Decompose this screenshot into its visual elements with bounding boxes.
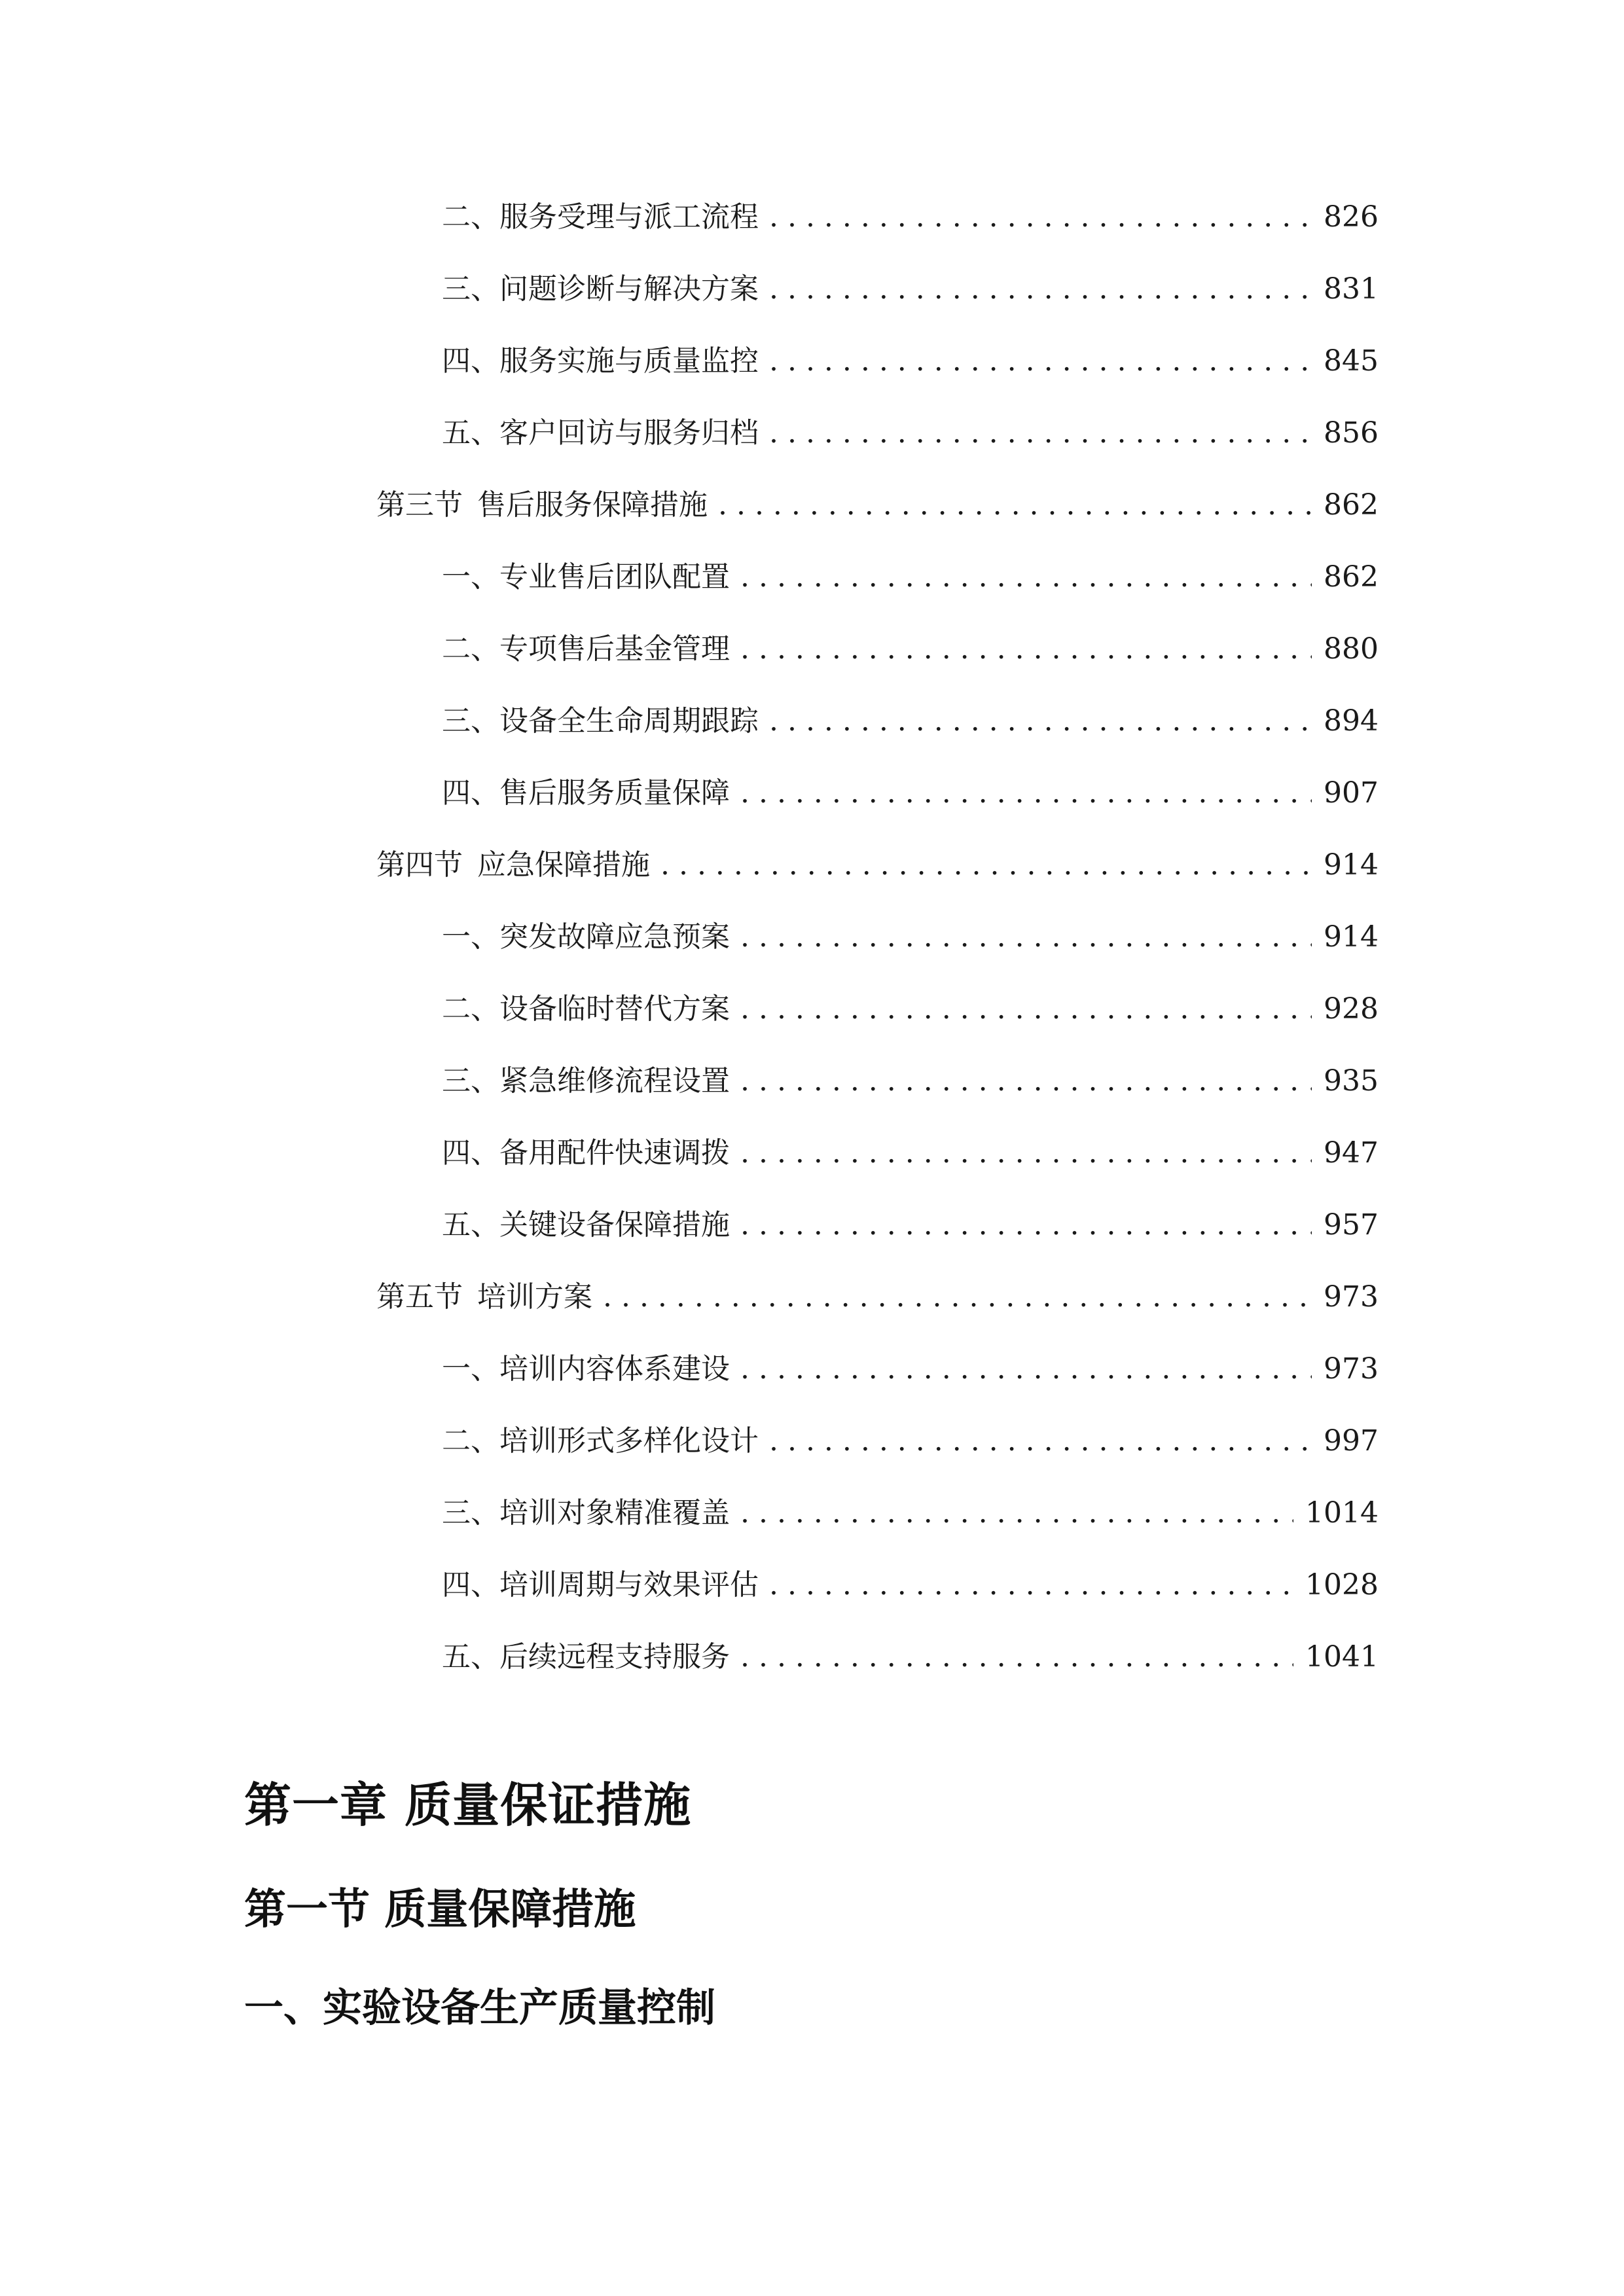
toc-entry[interactable] xyxy=(442,1207,1379,1244)
toc-entry-page: 826 xyxy=(1324,200,1379,234)
toc-entry-page: 935 xyxy=(1324,1064,1379,1098)
toc-section-entry[interactable] xyxy=(376,1279,1379,1316)
toc-entry[interactable] xyxy=(442,415,1379,452)
toc-entry-title: 后续远程支持服务 xyxy=(499,1640,730,1674)
toc-entry[interactable] xyxy=(442,343,1379,380)
toc-entry-title: 服务实施与质量监控 xyxy=(499,344,759,378)
toc-entry-number: 一、 xyxy=(442,560,499,594)
toc-entry-title: 售后服务保障措施 xyxy=(477,488,708,522)
toc-entry-number: 一、 xyxy=(442,1352,499,1386)
toc-entry-title: 客户回访与服务归档 xyxy=(499,416,759,450)
toc-entry-page: 862 xyxy=(1324,488,1379,522)
toc-leader-dots xyxy=(740,1639,1293,1676)
toc-leader-dots xyxy=(740,631,1312,668)
toc-section-entry[interactable] xyxy=(376,847,1379,884)
toc-entry-page: 845 xyxy=(1324,344,1379,378)
toc-entry[interactable] xyxy=(442,1567,1379,1604)
toc-entry[interactable] xyxy=(442,1351,1379,1388)
toc-entry-title: 突发故障应急预案 xyxy=(499,920,730,954)
toc-entry[interactable] xyxy=(442,991,1379,1028)
toc-entry-number: 二、 xyxy=(442,200,499,234)
toc-entry-page: 862 xyxy=(1324,560,1379,594)
toc-leader-dots xyxy=(769,199,1312,236)
toc-entry[interactable] xyxy=(442,1639,1379,1676)
toc-entry[interactable] xyxy=(442,919,1379,956)
toc-entry[interactable] xyxy=(442,559,1379,596)
toc-entry-page: 880 xyxy=(1324,632,1379,666)
toc-leader-dots xyxy=(740,1351,1312,1388)
toc-entry-page: 1028 xyxy=(1305,1568,1379,1602)
toc-entry-title: 专业售后团队配置 xyxy=(499,560,730,594)
toc-entry-page: 907 xyxy=(1324,776,1379,810)
toc-entry-number: 三、 xyxy=(442,1064,499,1098)
toc-entry-title: 问题诊断与解决方案 xyxy=(499,272,759,306)
toc-leader-dots xyxy=(769,343,1312,380)
toc-entry-title: 培训方案 xyxy=(477,1280,592,1314)
toc-leader-dots xyxy=(740,991,1312,1028)
toc-leader-dots xyxy=(740,1207,1312,1244)
toc-entry-number: 四、 xyxy=(442,1568,499,1602)
toc-entry-number: 五、 xyxy=(442,416,499,450)
toc-leader-dots xyxy=(769,703,1312,740)
toc-entry[interactable] xyxy=(442,631,1379,668)
toc-entry-title: 设备临时替代方案 xyxy=(499,992,730,1026)
toc-entry-title: 服务受理与派工流程 xyxy=(499,200,759,234)
toc-entry-page: 957 xyxy=(1324,1208,1379,1242)
toc-entry-title: 培训对象精准覆盖 xyxy=(499,1496,730,1530)
toc-entry-title: 关键设备保障措施 xyxy=(499,1208,730,1242)
toc-entry-number: 四、 xyxy=(442,776,499,810)
section-heading: 第一节 质量保障措施 xyxy=(244,1886,636,1934)
toc-entry-number: 第三节 xyxy=(376,488,463,522)
toc-entry-title: 应急保障措施 xyxy=(477,848,650,882)
toc-entry-title: 专项售后基金管理 xyxy=(499,632,730,666)
toc-leader-dots xyxy=(603,1279,1312,1316)
toc-entry-page: 914 xyxy=(1324,848,1379,882)
toc-entry-title: 培训形式多样化设计 xyxy=(499,1424,759,1458)
toc-entry-page: 831 xyxy=(1324,272,1379,306)
chapter-heading: 第一章 质量保证措施 xyxy=(244,1778,692,1833)
toc-leader-dots xyxy=(718,487,1312,524)
toc-entry-number: 三、 xyxy=(442,1496,499,1530)
toc-entry-number: 二、 xyxy=(442,632,499,666)
toc-entry-title: 紧急维修流程设置 xyxy=(499,1064,730,1098)
toc-leader-dots xyxy=(660,847,1312,884)
toc-leader-dots xyxy=(740,559,1312,596)
toc-entry-title: 售后服务质量保障 xyxy=(499,776,730,810)
toc-entry-page: 947 xyxy=(1324,1136,1379,1170)
toc-entry-number: 第五节 xyxy=(376,1280,463,1314)
toc-entry-number: 一、 xyxy=(442,920,499,954)
toc-leader-dots xyxy=(769,415,1312,452)
toc-entry[interactable] xyxy=(442,1063,1379,1100)
toc-entry-page: 914 xyxy=(1324,920,1379,954)
toc-entry[interactable] xyxy=(442,271,1379,308)
toc-leader-dots xyxy=(740,1063,1312,1100)
toc-entry-page: 1014 xyxy=(1305,1496,1379,1530)
toc-entry-title: 培训周期与效果评估 xyxy=(499,1568,759,1602)
toc-entry-number: 二、 xyxy=(442,992,499,1026)
toc-leader-dots xyxy=(769,1567,1293,1604)
toc-entry-page: 973 xyxy=(1324,1280,1379,1314)
toc-leader-dots xyxy=(740,919,1312,956)
toc-entry-number: 二、 xyxy=(442,1424,499,1458)
toc-leader-dots xyxy=(740,775,1312,812)
toc-entry[interactable] xyxy=(442,1495,1379,1532)
toc-entry-page: 973 xyxy=(1324,1352,1379,1386)
toc-entry[interactable] xyxy=(442,1423,1379,1460)
toc-entry-page: 928 xyxy=(1324,992,1379,1026)
toc-entry-number: 五、 xyxy=(442,1208,499,1242)
toc-entry-page: 1041 xyxy=(1305,1640,1379,1674)
toc-entry[interactable] xyxy=(442,199,1379,236)
toc-entry[interactable] xyxy=(442,703,1379,740)
toc-entry-title: 培训内容体系建设 xyxy=(499,1352,730,1386)
toc-entry[interactable] xyxy=(442,1135,1379,1172)
toc-entry-number: 五、 xyxy=(442,1640,499,1674)
toc-entry-page: 894 xyxy=(1324,704,1379,738)
toc-entry-page: 856 xyxy=(1324,416,1379,450)
toc-leader-dots xyxy=(769,1423,1312,1460)
toc-entry-number: 三、 xyxy=(442,704,499,738)
subsection-heading: 一、实验设备生产质量控制 xyxy=(244,1985,715,2031)
toc-entry-title: 备用配件快速调拨 xyxy=(499,1136,730,1170)
toc-entry-number: 四、 xyxy=(442,344,499,378)
toc-entry-title: 设备全生命周期跟踪 xyxy=(499,704,759,738)
toc-entry-page: 997 xyxy=(1324,1424,1379,1458)
toc-entry-number: 第四节 xyxy=(376,848,463,882)
toc-entry-number: 三、 xyxy=(442,272,499,306)
toc-section-entry[interactable] xyxy=(376,487,1379,524)
toc-leader-dots xyxy=(769,271,1312,308)
toc-entry-number: 四、 xyxy=(442,1136,499,1170)
toc-leader-dots xyxy=(740,1495,1293,1532)
toc-entry[interactable] xyxy=(442,775,1379,812)
toc-leader-dots xyxy=(740,1135,1312,1172)
